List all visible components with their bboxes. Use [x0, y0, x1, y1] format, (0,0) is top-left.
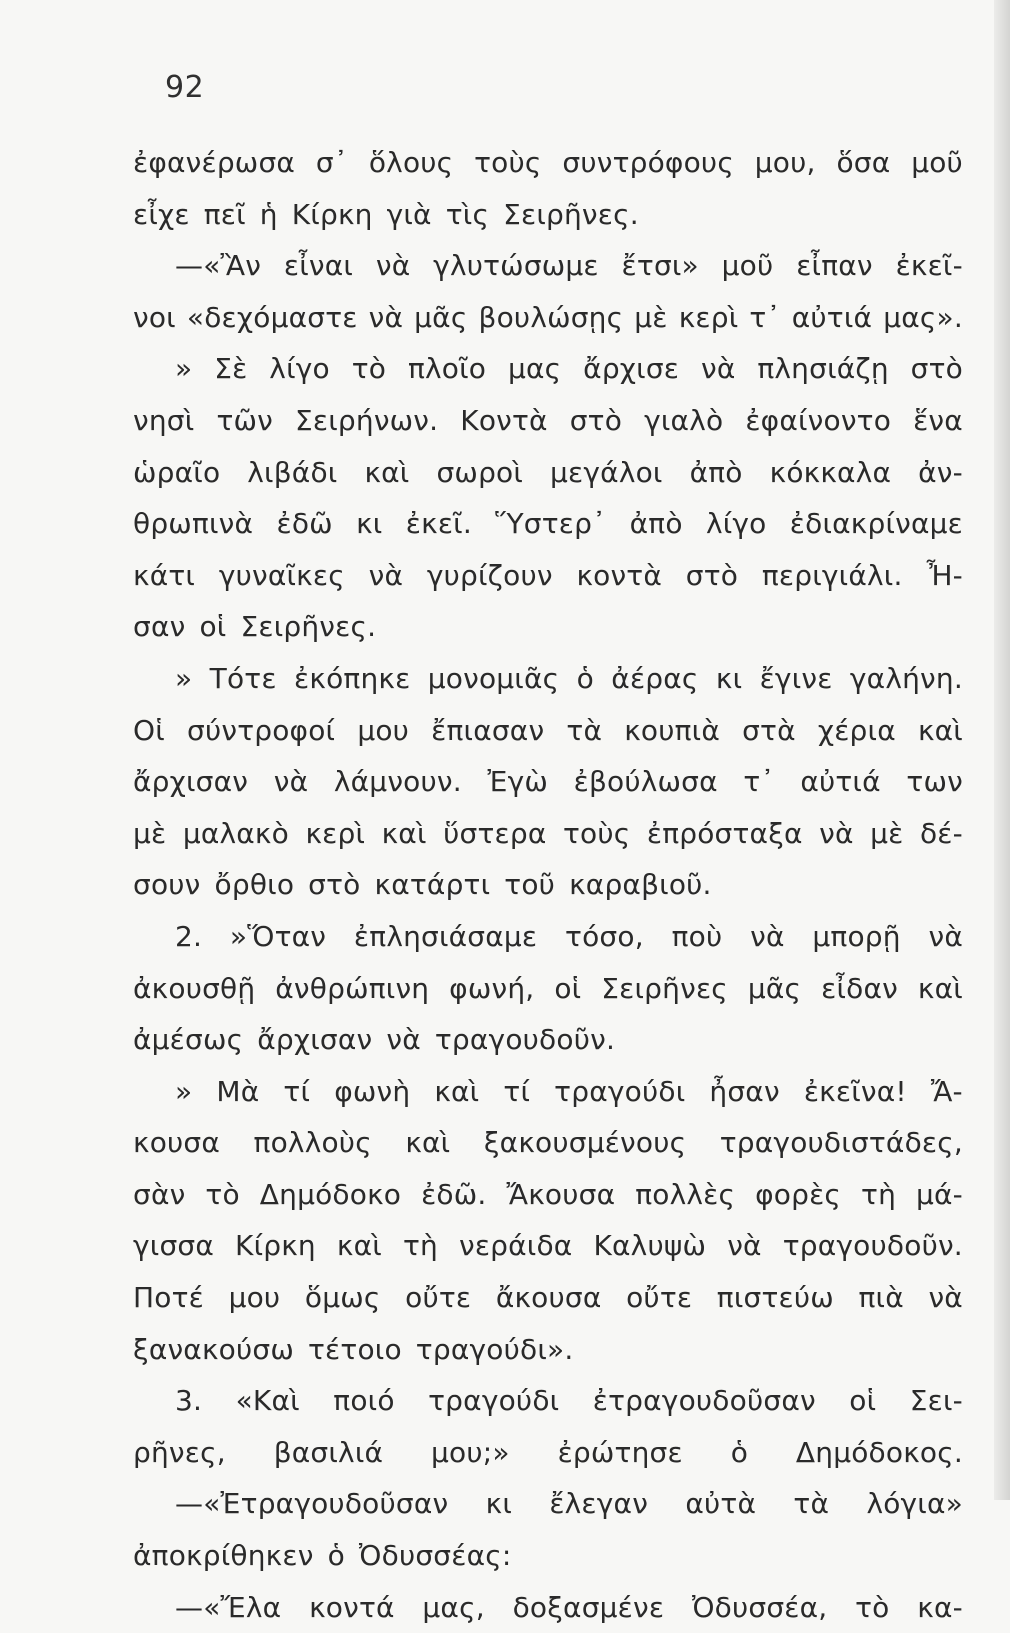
- word: πολλὲς: [635, 1177, 736, 1211]
- word: καὶ: [434, 1074, 480, 1108]
- word: ἐκόπηκε: [294, 661, 411, 695]
- word: γυναῖκες: [218, 558, 345, 592]
- word: πλοῖο: [407, 352, 487, 386]
- word: μὲ: [870, 816, 904, 850]
- word: λίγο: [269, 352, 330, 386]
- word: ἐδῶ: [276, 507, 333, 541]
- word: πεῖ: [203, 197, 246, 231]
- word: —«Ἔλα: [175, 1590, 282, 1624]
- body-text: [133, 137, 963, 1633]
- word: των: [906, 765, 963, 799]
- word: σ᾽: [315, 146, 349, 179]
- word: ἄρχισαν: [133, 765, 249, 799]
- word: Ποτέ: [133, 1281, 204, 1315]
- word: Ἐγὼ: [487, 765, 548, 799]
- word: ἀπὸ: [689, 455, 743, 489]
- word: μου: [228, 1281, 281, 1315]
- word: ὅμως: [304, 1281, 381, 1315]
- word: στὸ: [910, 352, 963, 386]
- text-line: [133, 1220, 963, 1272]
- word: λιβάδι: [247, 455, 338, 489]
- word: τὶς: [445, 197, 490, 231]
- word: Κίρκη: [291, 197, 373, 231]
- word: ἦσαν: [709, 1074, 780, 1108]
- word: τραγουδιστάδες,: [719, 1126, 963, 1160]
- page-number: 92: [165, 70, 205, 105]
- word: τ᾽: [743, 765, 775, 799]
- word: ποιό: [333, 1384, 395, 1418]
- word: νεράιδα: [458, 1229, 573, 1263]
- word: μᾶς: [747, 971, 802, 1005]
- word: βουλώσῃς: [478, 300, 624, 334]
- word: ἀποκρίθηκεν: [133, 1539, 314, 1573]
- word: κερὶ: [678, 300, 739, 334]
- text-line: [133, 911, 963, 963]
- text-line: [133, 1530, 963, 1582]
- word: ἀκουσθῇ: [133, 971, 256, 1005]
- word: σωροὶ: [436, 455, 524, 489]
- word: καὶ: [917, 713, 963, 747]
- word: λόγια»: [866, 1487, 963, 1521]
- word: μου,: [754, 146, 816, 179]
- word: νὰ: [727, 1229, 762, 1263]
- word: μου: [357, 713, 410, 747]
- word: καὶ: [364, 455, 410, 489]
- text-line: [133, 447, 963, 499]
- word: γισσα: [133, 1229, 214, 1263]
- word: ἐφαίνοντο: [745, 403, 892, 437]
- word: μονομιᾶς: [427, 661, 560, 695]
- word: ἔλεγαν: [549, 1487, 649, 1521]
- text-line: [133, 343, 963, 395]
- word: τί: [283, 1074, 311, 1108]
- word: ἀπὸ: [629, 507, 683, 541]
- word: μας: [507, 352, 562, 386]
- word: λίγο: [705, 507, 767, 541]
- word: οἱ: [554, 971, 582, 1005]
- word: στὰ: [742, 713, 796, 747]
- word: Οἱ: [133, 713, 165, 747]
- word: τ᾽: [749, 300, 781, 334]
- word: εἶχε: [133, 197, 190, 231]
- word: καὶ: [381, 816, 427, 850]
- word: τὸ: [855, 1590, 890, 1624]
- word: «Καὶ: [235, 1384, 300, 1418]
- word: κι: [356, 507, 383, 541]
- word: ἐβούλωσα: [573, 765, 718, 799]
- word: Σει-: [909, 1384, 963, 1418]
- word: αὐτιά: [791, 300, 873, 334]
- text-line: [133, 653, 963, 705]
- word: ὅσα: [836, 146, 891, 179]
- text-line: [133, 550, 963, 602]
- word: κατάρτι: [374, 868, 491, 902]
- word: τραγουδοῦν.: [782, 1229, 963, 1263]
- text-line: [133, 498, 963, 550]
- word: ἀμέσως: [133, 1023, 244, 1057]
- text-line: [133, 1117, 963, 1169]
- word: στὸ: [308, 868, 361, 902]
- word: κα-: [917, 1590, 963, 1624]
- word: »Ὅταν: [229, 919, 327, 953]
- word: τὴ: [861, 1177, 897, 1211]
- word: αὐτὰ: [685, 1487, 757, 1521]
- text-line: [133, 395, 963, 447]
- word: σαν: [133, 610, 186, 644]
- word: Σειρήνων.: [295, 403, 439, 437]
- text-line: [133, 189, 963, 241]
- word: οὔτε: [405, 1281, 472, 1315]
- word: ἔτσι»: [621, 249, 699, 283]
- word: ὄρθιο: [214, 868, 295, 902]
- word: λάμνουν.: [333, 765, 462, 799]
- word: τὰ: [566, 713, 603, 747]
- word: Κοντὰ: [460, 403, 548, 437]
- word: ἐτραγουδοῦσαν: [592, 1384, 816, 1418]
- word: οἱ: [849, 1384, 877, 1418]
- word: ξακουσμένους: [483, 1126, 687, 1160]
- word: στὸ: [685, 558, 739, 592]
- word: μας,: [422, 1590, 485, 1624]
- word: καὶ: [336, 1229, 382, 1263]
- word: κι: [715, 661, 743, 695]
- word: Μὰ: [216, 1074, 260, 1108]
- word: ποὺ: [671, 919, 723, 953]
- word: τέτοιο: [308, 1332, 402, 1366]
- word: γυρίζουν: [426, 558, 553, 592]
- word: νὰ: [819, 816, 854, 850]
- word: πιστεύω: [716, 1281, 834, 1315]
- word: μά-: [916, 1177, 963, 1211]
- word: γλυτώσωμε: [433, 249, 599, 283]
- page-edge-shadow: [994, 0, 1010, 1500]
- word: ἐδῶ.: [421, 1177, 487, 1211]
- word: «δεχόμαστε: [186, 300, 358, 334]
- word: μὲ: [133, 816, 167, 850]
- word: »: [175, 1074, 193, 1108]
- text-line: [133, 705, 963, 757]
- text-line: [133, 1066, 963, 1118]
- word: κουπιὰ: [624, 713, 721, 747]
- word: νὰ: [368, 558, 404, 592]
- word: ἀνθρώπινη: [275, 971, 430, 1005]
- word: Κίρκη: [235, 1229, 316, 1263]
- text-line: [133, 808, 963, 860]
- text-line: [133, 601, 963, 653]
- word: δοξασμένε: [512, 1590, 665, 1624]
- text-line: [133, 1427, 963, 1479]
- word: τοῦ: [504, 868, 556, 902]
- word: πιὰ: [858, 1281, 904, 1315]
- text-line: [133, 756, 963, 808]
- word: ἐκεῖνα!: [803, 1074, 907, 1108]
- word: ἡ: [259, 197, 278, 231]
- word: αὐτιά: [800, 765, 881, 799]
- word: καὶ: [405, 1126, 451, 1160]
- word: τὰ: [793, 1487, 830, 1521]
- word: φωνὴ: [334, 1074, 411, 1108]
- word: ὕστερα: [443, 816, 547, 850]
- word: Τότε: [209, 661, 277, 695]
- word: γαλήνη.: [849, 661, 963, 695]
- word: —«Ἂν: [175, 249, 262, 283]
- word: τοὺς: [474, 146, 542, 179]
- word: κόκκαλα: [769, 455, 892, 489]
- word: συντρόφους: [562, 146, 734, 179]
- word: τραγουδοῦν.: [434, 1023, 616, 1057]
- word: ἕνα: [913, 403, 963, 437]
- word: τραγούδι: [428, 1384, 560, 1418]
- word: ἔπιασαν: [431, 713, 545, 747]
- word: γιὰ: [386, 197, 432, 231]
- word: ἄκουσα: [495, 1281, 602, 1315]
- word: κάτι: [133, 558, 196, 592]
- word: Καλυψὼ: [593, 1229, 707, 1263]
- word: οἱ: [199, 610, 227, 644]
- word: τὴ: [402, 1229, 438, 1263]
- text-line: [133, 1272, 963, 1324]
- text-line: [133, 292, 963, 344]
- word: μοῦ: [721, 249, 774, 283]
- word: ἐκεῖ.: [405, 507, 472, 541]
- word: σὰν: [133, 1177, 186, 1211]
- word: τὸ: [205, 1177, 240, 1211]
- word: τόσο,: [565, 919, 644, 953]
- word: εἶναι: [283, 249, 354, 283]
- word: 2.: [175, 919, 203, 953]
- text-line: [133, 859, 963, 911]
- word: Ὀδυσσέας:: [358, 1539, 512, 1573]
- word: Ὀδυσσέα,: [691, 1590, 828, 1624]
- word: τί: [503, 1074, 531, 1108]
- word: μεγάλοι: [550, 455, 663, 489]
- word: νὰ: [375, 249, 411, 283]
- word: Δημόδοκος.: [795, 1435, 963, 1469]
- word: ἀν-: [918, 455, 963, 489]
- word: κι: [485, 1487, 513, 1521]
- word: κουσα: [133, 1126, 221, 1160]
- word: ὁ: [576, 661, 594, 695]
- word: στὸ: [569, 403, 623, 437]
- word: οὔτε: [626, 1281, 693, 1315]
- word: ρῆνες,: [133, 1435, 226, 1469]
- text-line: [133, 1169, 963, 1221]
- word: »: [175, 352, 193, 386]
- word: τραγούδι».: [415, 1332, 574, 1366]
- text-line: [133, 1375, 963, 1427]
- word: νοι: [133, 300, 176, 334]
- word: χέρια: [817, 713, 896, 747]
- word: ὁ: [327, 1539, 345, 1573]
- text-line: [133, 1324, 963, 1376]
- word: πολλοὺς: [253, 1126, 372, 1160]
- word: Ἄκουσα: [506, 1177, 616, 1211]
- text-line: [133, 1014, 963, 1066]
- word: 3.: [175, 1384, 203, 1418]
- word: εἶδαν: [821, 971, 898, 1005]
- word: μου;»: [431, 1435, 510, 1469]
- word: ἐρώτησε: [557, 1435, 683, 1469]
- word: νὰ: [928, 919, 963, 953]
- word: τραγούδι: [554, 1074, 686, 1108]
- word: Σειρῆνες.: [503, 197, 639, 231]
- word: ὡραῖο: [133, 455, 221, 489]
- word: τὸ: [351, 352, 387, 386]
- word: κοντὰ: [576, 558, 663, 592]
- word: —«Ἐτραγουδοῦσαν: [175, 1487, 449, 1521]
- word: νὰ: [928, 1281, 963, 1315]
- text-line: [133, 1582, 963, 1633]
- word: Ὕστερ᾽: [495, 507, 607, 541]
- word: »: [175, 661, 193, 695]
- word: ὁ: [730, 1435, 749, 1469]
- word: σουν: [133, 868, 201, 902]
- word: Ἦ-: [926, 558, 963, 592]
- word: σύντροφοί: [187, 713, 336, 747]
- word: κερὶ: [305, 816, 366, 850]
- word: μᾶς: [414, 300, 468, 334]
- word: περιγιάλι.: [761, 558, 903, 592]
- word: ἐδιακρίναμε: [789, 507, 963, 541]
- word: καραβιοῦ.: [569, 868, 712, 902]
- word: καὶ: [917, 971, 963, 1005]
- word: τοὺς: [562, 816, 631, 850]
- word: γιαλὸ: [644, 403, 724, 437]
- word: Σειρῆνες.: [240, 610, 377, 644]
- text-line: [133, 1478, 963, 1530]
- word: ἄρχισε: [583, 352, 680, 386]
- word: Σὲ: [214, 352, 248, 386]
- word: φωνή,: [449, 971, 535, 1005]
- word: νὰ: [368, 300, 404, 334]
- word: ἐπρόσταξα: [646, 816, 803, 850]
- word: ἀέρας: [611, 661, 699, 695]
- word: ἔγινε: [759, 661, 833, 695]
- word: νὰ: [386, 1023, 421, 1057]
- text-line: [133, 137, 963, 189]
- word: ξανακούσω: [133, 1332, 294, 1366]
- word: ἐπλησιάσαμε: [353, 919, 538, 953]
- word: Σειρῆνες: [601, 971, 728, 1005]
- word: Δημόδοκο: [259, 1177, 402, 1211]
- word: μας».: [883, 300, 963, 334]
- word: κοντά: [309, 1590, 395, 1624]
- word: βασιλιά: [273, 1435, 384, 1469]
- word: νὰ: [273, 765, 309, 799]
- word: θρωπινὰ: [133, 507, 254, 541]
- word: εἶπαν: [796, 249, 873, 283]
- word: νὰ: [750, 919, 785, 953]
- word: μὲ: [634, 300, 668, 334]
- word: μπορῇ: [812, 919, 901, 953]
- word: πλησιάζῃ: [757, 352, 889, 386]
- word: νησὶ: [133, 403, 195, 437]
- word: δέ-: [919, 816, 963, 850]
- word: Ἄ-: [930, 1074, 963, 1108]
- word: ἐκεῖ-: [895, 249, 963, 283]
- word: μαλακὸ: [182, 816, 289, 850]
- word: ἄρχισαν: [257, 1023, 373, 1057]
- word: ἐφανέρωσα: [133, 146, 296, 179]
- word: μοῦ: [911, 146, 963, 179]
- text-line: [133, 240, 963, 292]
- word: νὰ: [700, 352, 736, 386]
- text-line: [133, 963, 963, 1015]
- word: τῶν: [216, 403, 273, 437]
- word: φορὲς: [755, 1177, 842, 1211]
- word: ὅλους: [368, 146, 454, 179]
